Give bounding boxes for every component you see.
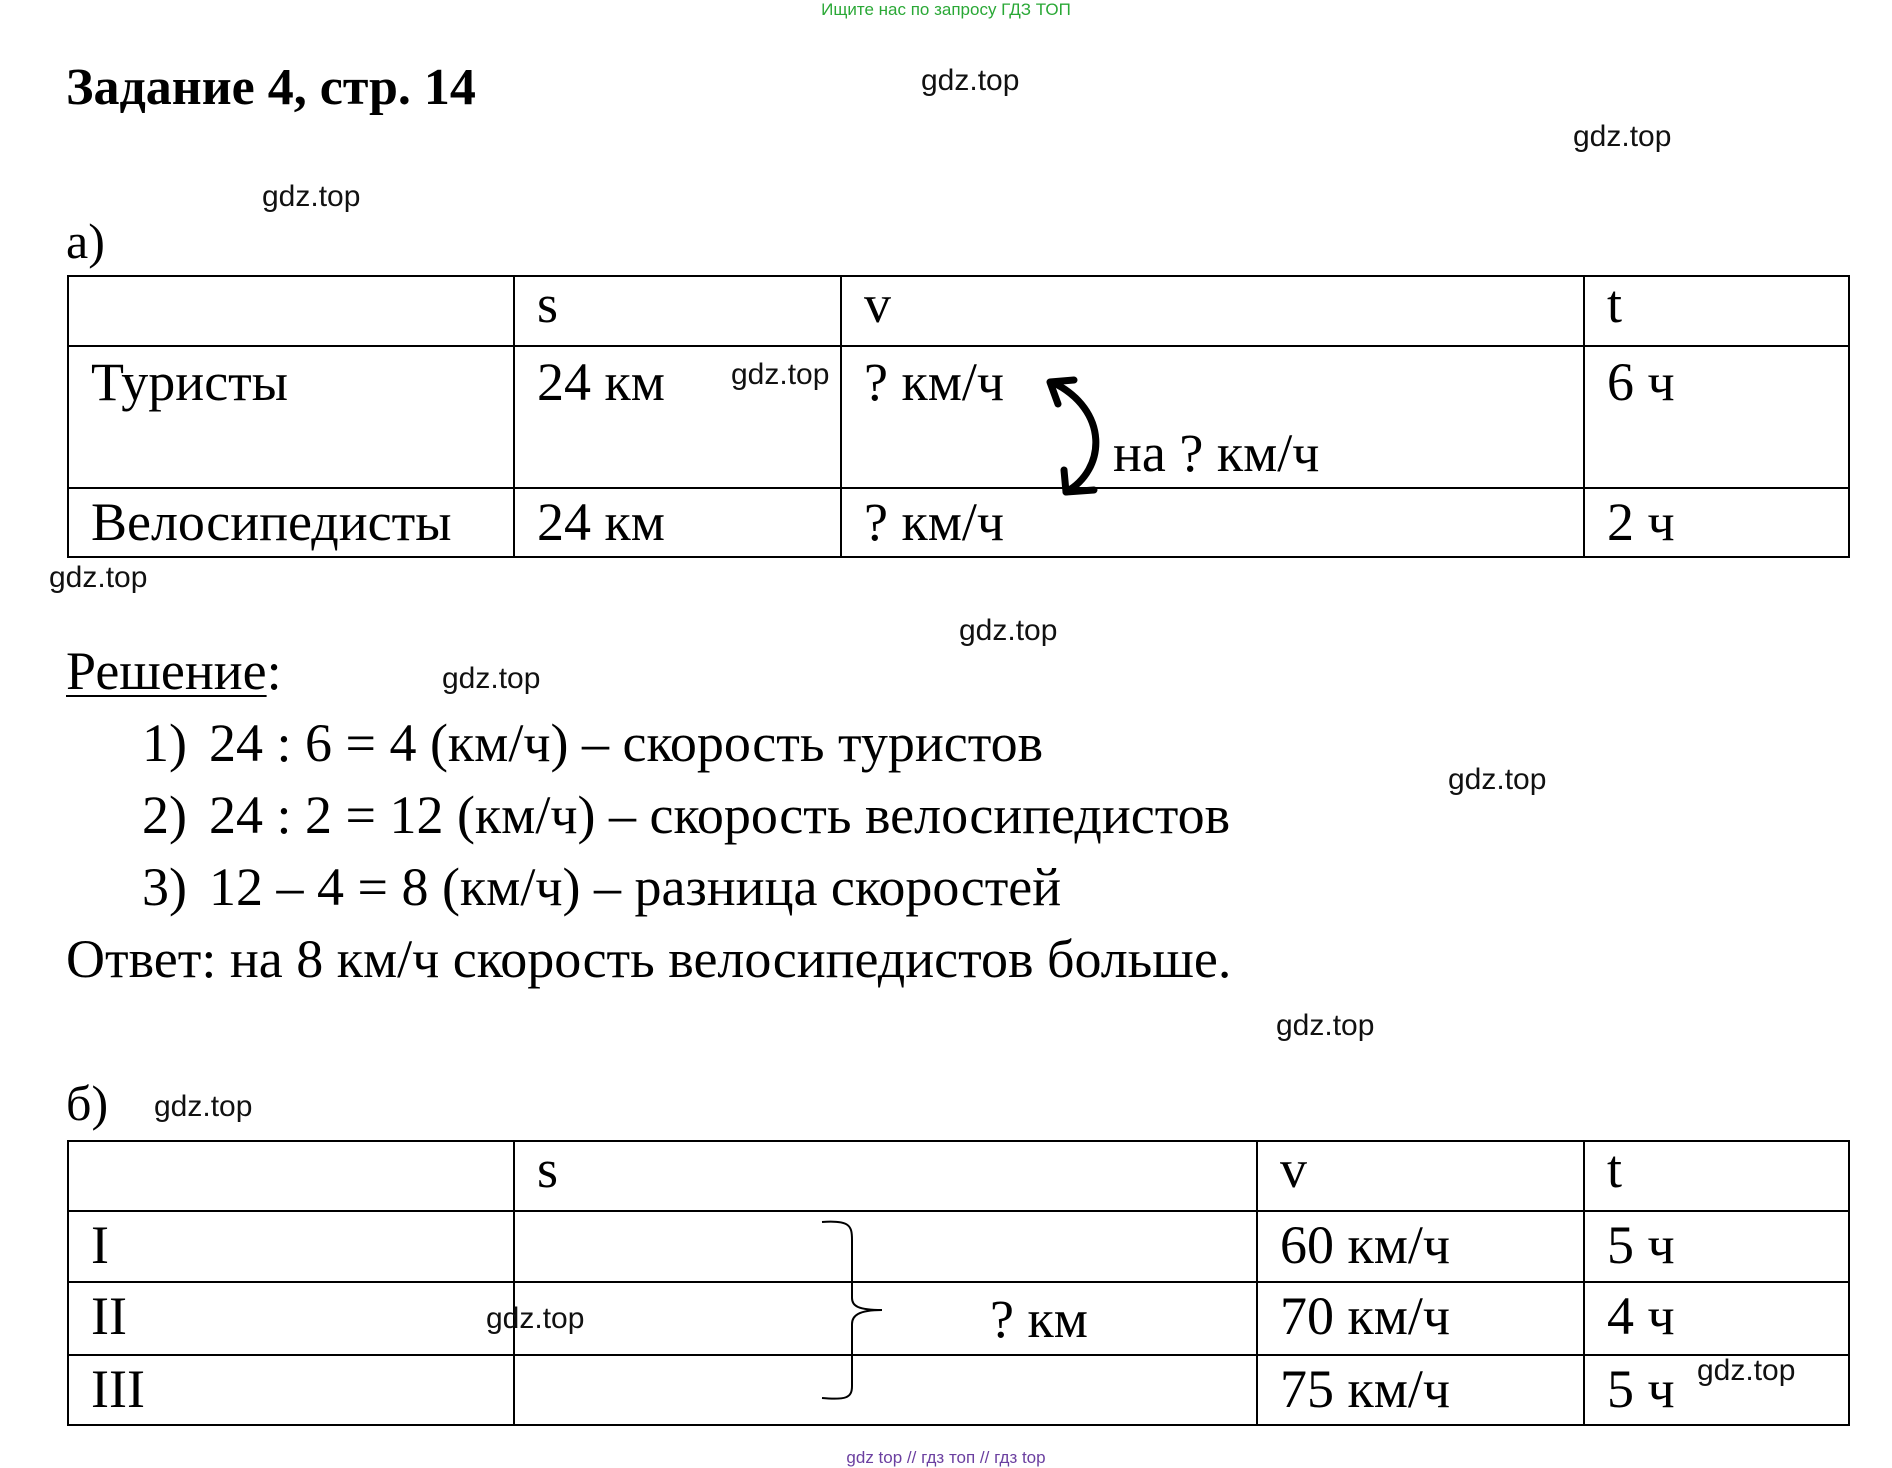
step-number: 1)	[142, 713, 187, 773]
row-1-time: 5 ч	[1584, 1211, 1849, 1282]
row-2-time: 4 ч	[1584, 1282, 1849, 1355]
watermark: gdz.top	[1573, 120, 1672, 153]
answer-text: Ответ: на 8 км/ч скорость велосипедистов больше.	[66, 929, 1232, 989]
cyclists-distance: 24 км	[514, 488, 841, 557]
solution-colon: :	[266, 641, 282, 701]
row-3-time: 5 ч	[1584, 1355, 1849, 1425]
step-text: 24 : 2 = 12 (км/ч) – скорость велосипедистов	[208, 785, 1231, 845]
speed-difference-label: на ? км/ч	[1113, 423, 1320, 483]
watermark: gdz.top	[1697, 1354, 1796, 1387]
watermark: gdz.top	[959, 614, 1058, 647]
row-1-speed: 60 км/ч	[1257, 1211, 1584, 1282]
watermark: gdz.top	[921, 64, 1020, 97]
table-b-header-v: v	[1257, 1141, 1584, 1211]
cyclists-name: Велосипедисты	[68, 488, 514, 557]
solution-label: Решение	[66, 641, 267, 701]
watermark: gdz.top	[731, 358, 830, 391]
tourists-name: Туристы	[68, 346, 514, 488]
curved-double-arrow	[1050, 380, 1096, 492]
watermark: gdz.top	[442, 662, 541, 695]
curly-brace	[822, 1222, 882, 1399]
total-distance-label: ? км	[990, 1289, 1088, 1349]
tourists-time: 6 ч	[1584, 346, 1849, 488]
table-a-header-t: t	[1584, 276, 1849, 346]
watermark: gdz.top	[1448, 763, 1547, 796]
row-3-speed: 75 км/ч	[1257, 1355, 1584, 1425]
row-2-speed: 70 км/ч	[1257, 1282, 1584, 1355]
step-number: 2)	[142, 785, 187, 845]
part-a-label: а)	[66, 213, 105, 269]
part-b-label: б)	[66, 1075, 109, 1131]
table-b-header-t: t	[1584, 1141, 1849, 1211]
tourists-distance: 24 км	[514, 346, 841, 488]
step-text: 24 : 6 = 4 (км/ч) – скорость туристов	[208, 713, 1044, 773]
table-a-header-v: v	[841, 276, 1584, 346]
step-number: 3)	[142, 857, 187, 917]
cyclists-speed: ? км/ч	[841, 488, 1584, 557]
watermark: gdz.top	[1276, 1009, 1375, 1042]
cyclists-time: 2 ч	[1584, 488, 1849, 557]
watermark: gdz.top	[154, 1090, 253, 1123]
row-3-name: III	[68, 1355, 514, 1425]
watermark: gdz.top	[486, 1302, 585, 1335]
table-a-header-s: s	[514, 276, 841, 346]
step-text: 12 – 4 = 8 (км/ч) – разница скоростей	[208, 857, 1062, 917]
tourists-speed: ? км/ч	[841, 346, 1584, 488]
top-banner: Ищите нас по запросу ГДЗ ТОП	[821, 0, 1071, 19]
watermark: gdz.top	[262, 180, 361, 213]
row-2-name: II	[68, 1282, 514, 1355]
table-b-header-s: s	[514, 1141, 1257, 1211]
page-title: Задание 4, стр. 14	[66, 59, 476, 116]
watermark: gdz.top	[49, 561, 148, 594]
row-1-name: I	[68, 1211, 514, 1282]
footer: gdz top // гдз топ // гдз top	[846, 1448, 1046, 1467]
